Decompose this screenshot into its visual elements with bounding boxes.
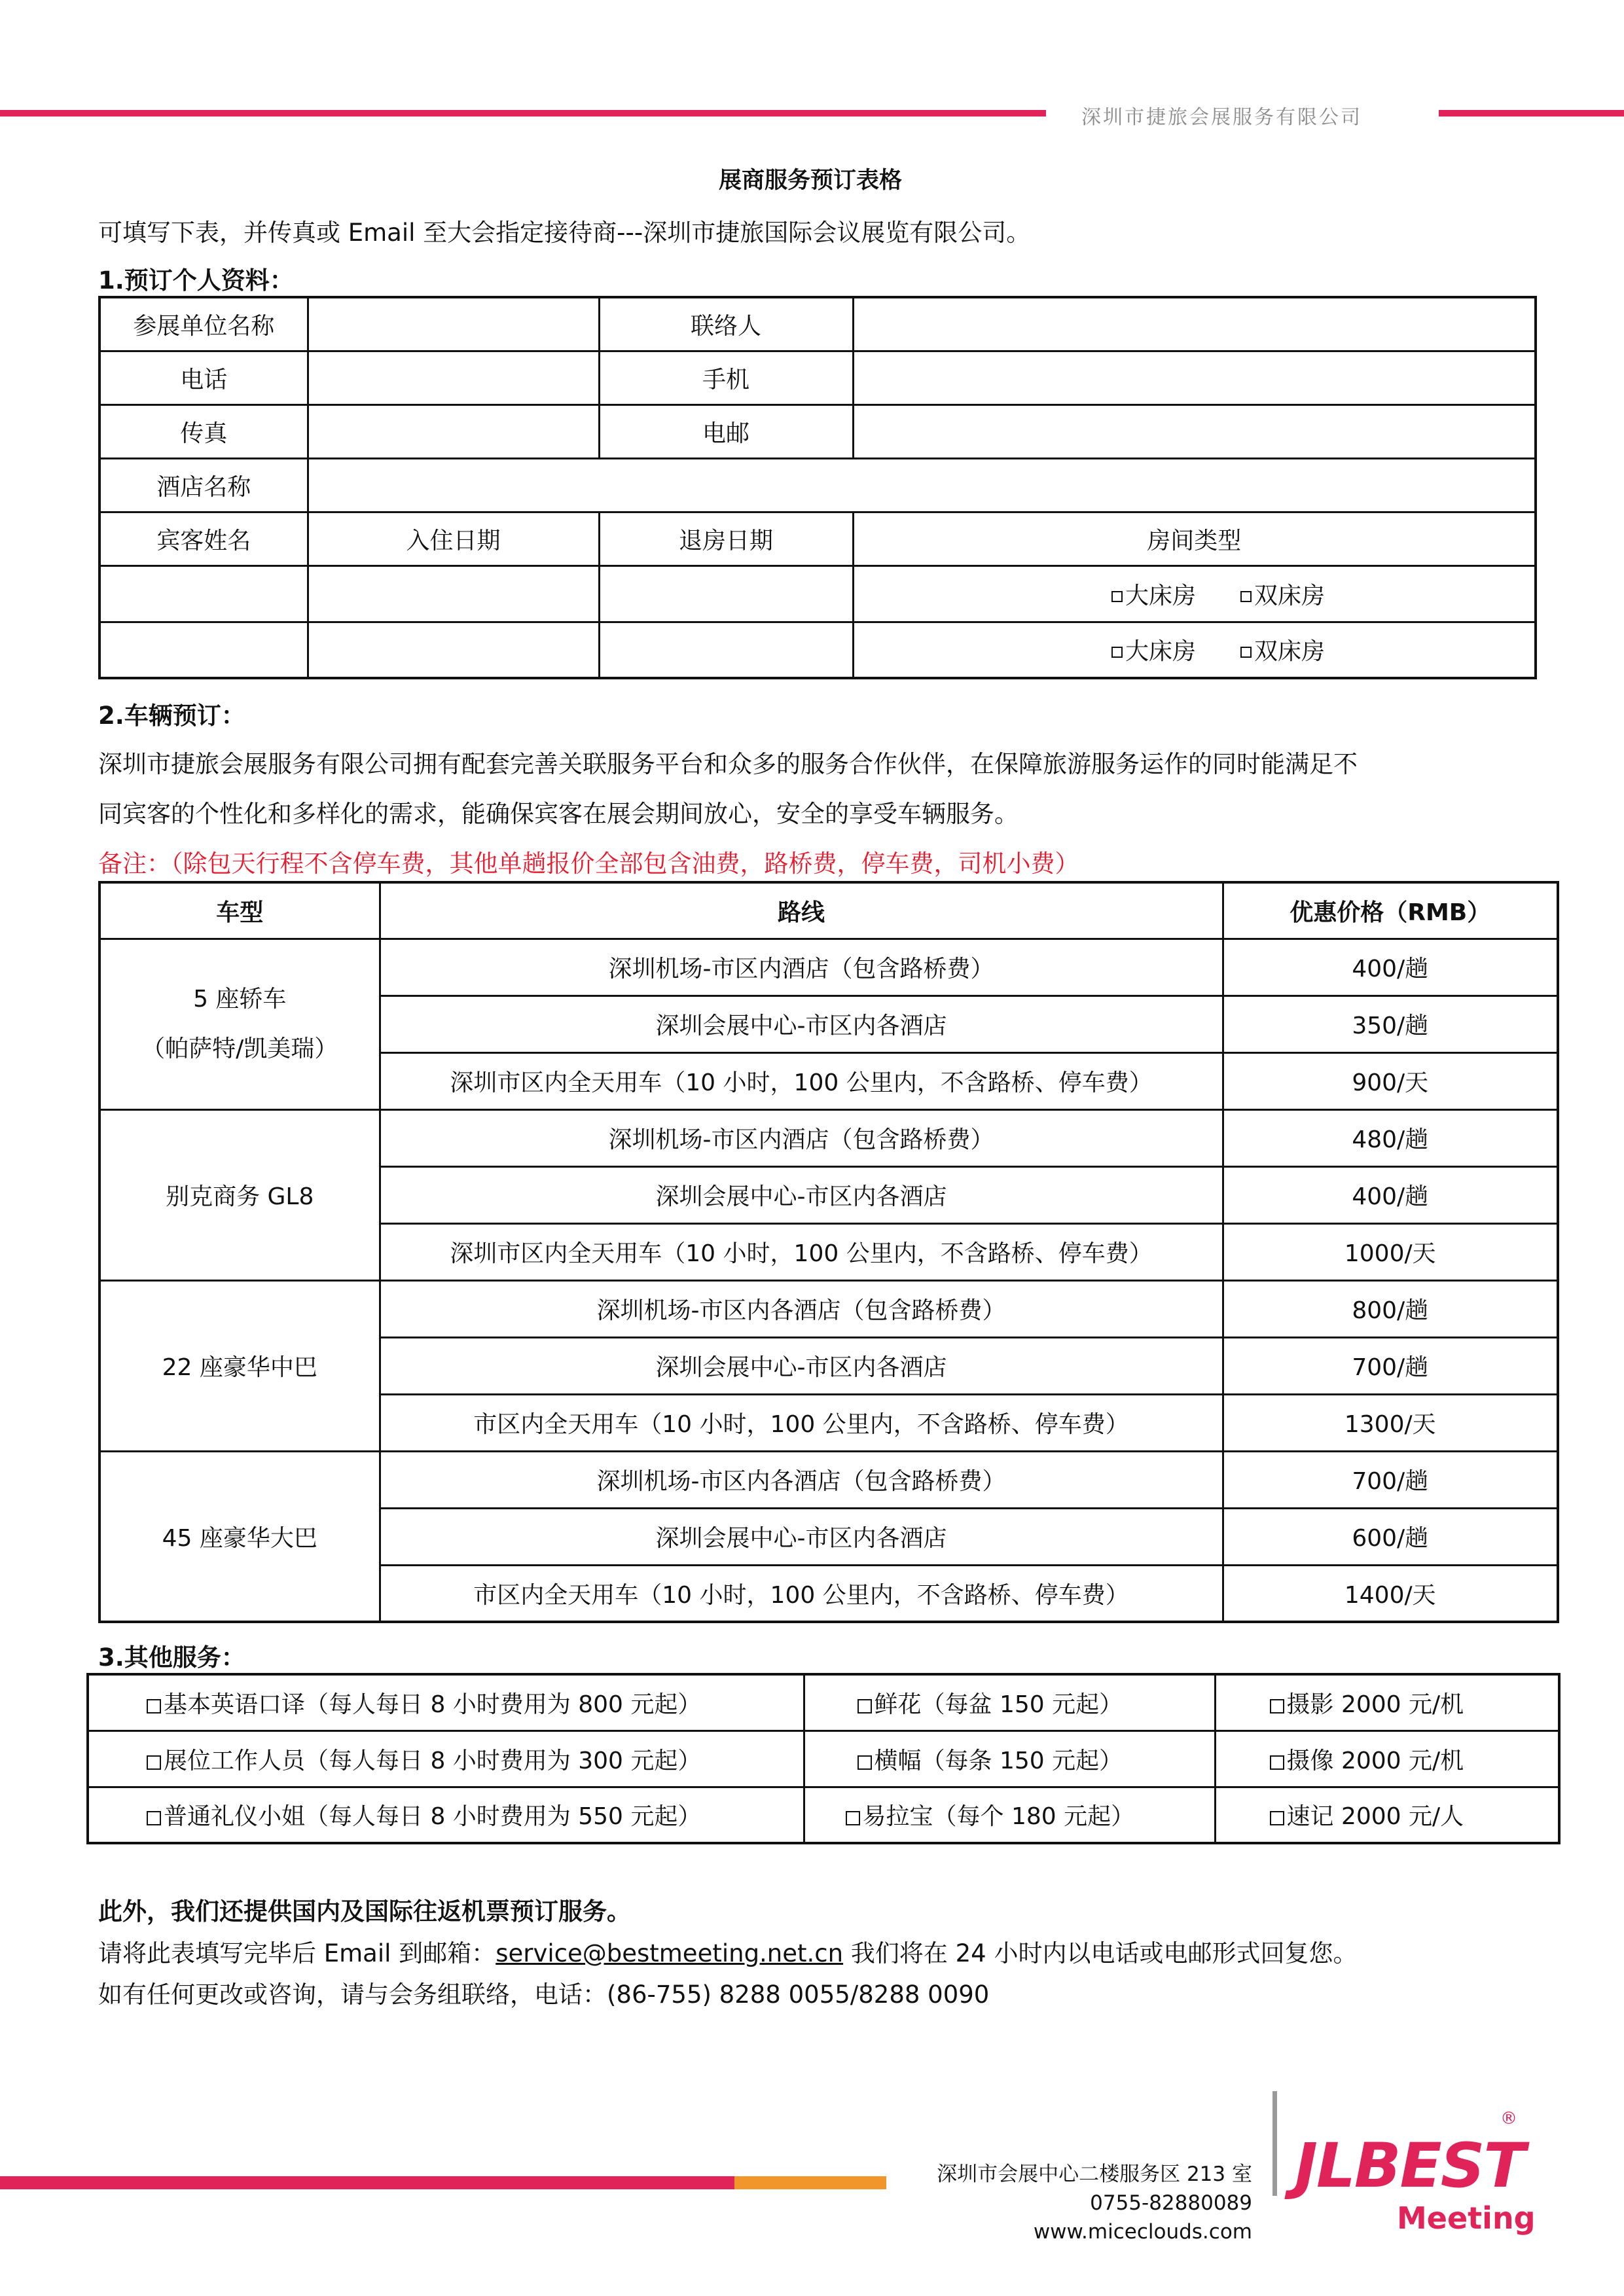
footer-line-red [0,2176,734,2189]
other-services-table [86,1673,1561,1844]
price-cell: 1400/天 [1223,1565,1558,1622]
label-checkout: 退房日期 [599,512,853,565]
price-cell: 1000/天 [1223,1223,1558,1280]
input-phone[interactable] [308,351,599,404]
route-cell: 市区内全天用车（10 小时，100 公里内，不含路桥、停车费） [380,1565,1223,1622]
route-cell: 深圳会展中心-市区内各酒店 [380,1508,1223,1565]
checkbox-icon[interactable] [147,1811,161,1825]
room-option-king-2[interactable]: 大床房 [1111,633,1196,666]
col-vehicle-type: 车型 [99,882,380,939]
price-cell: 400/趟 [1223,939,1558,996]
checkbox-icon[interactable] [1111,647,1123,658]
email-suffix: 我们将在 24 小时内以电话或电邮形式回复您。 [843,1939,1358,1967]
vehicle-type-cell [99,939,380,1109]
col-route: 路线 [380,882,1223,939]
vehicle-table [98,881,1559,1623]
checkbox-icon[interactable] [1240,591,1252,602]
service-option[interactable]: 速记 2000 元/人 [1215,1787,1559,1843]
footer-website[interactable]: www.miceclouds.com [1033,2220,1252,2244]
section1-heading: 1.预订个人资料： [98,266,294,295]
email-prefix: 请将此表填写完毕后 Email 到邮箱： [98,1939,496,1967]
service-option[interactable]: 鲜花（每盆 150 元起） [804,1674,1215,1731]
input-email[interactable] [853,404,1536,458]
input-guest-2[interactable] [99,622,308,678]
footer-contact-block [937,2160,1252,2246]
service-option[interactable]: 展位工作人员（每人每日 8 小时费用为 300 元起） [88,1731,804,1787]
price-cell: 350/趟 [1223,996,1558,1052]
service-option[interactable]: 摄像 2000 元/机 [1215,1731,1559,1787]
registered-mark: ® [1500,2109,1517,2128]
checkbox-icon[interactable] [857,1699,872,1713]
room-option-king-1[interactable]: 大床房 [1111,577,1196,611]
price-cell: 700/趟 [1223,1451,1558,1508]
label-contact: 联络人 [599,297,853,351]
route-cell: 市区内全天用车（10 小时，100 公里内，不含路桥、停车费） [380,1394,1223,1451]
email-link[interactable]: service@bestmeeting.net.cn [496,1939,844,1967]
label-fax: 传真 [99,404,308,458]
checkbox-icon[interactable] [1270,1811,1284,1825]
checkbox-icon[interactable] [1240,647,1252,658]
closing-bold-line: 此外，我们还提供国内及国际往返机票预订服务。 [98,1897,631,1926]
service-option[interactable]: 普通礼仪小姐（每人每日 8 小时费用为 550 元起） [88,1787,804,1843]
checkbox-icon[interactable] [1270,1699,1284,1713]
input-checkout-2[interactable] [599,622,853,678]
input-guest-1[interactable] [99,565,308,622]
input-fax[interactable] [308,404,599,458]
logo-main-text: JLBEST [1295,2130,1525,2202]
price-cell: 480/趟 [1223,1109,1558,1166]
logo-divider [1272,2091,1277,2196]
price-cell: 800/趟 [1223,1280,1558,1337]
checkbox-icon[interactable] [857,1755,872,1770]
input-hotel[interactable] [308,458,1536,512]
service-option[interactable]: 摄影 2000 元/机 [1215,1674,1559,1731]
price-cell: 900/天 [1223,1052,1558,1109]
header-company-name: 深圳市捷旅会展服务有限公司 [1081,106,1362,129]
footer-phone: 0755-82880089 [1090,2191,1252,2215]
personal-info-table [98,296,1537,679]
route-cell: 深圳机场-市区内各酒店（包含路桥费） [380,1280,1223,1337]
closing-email-line [98,1933,1357,1969]
route-cell: 深圳会展中心-市区内各酒店 [380,996,1223,1052]
section2-heading: 2.车辆预订： [98,702,245,730]
header-line-right [1439,110,1624,117]
label-phone: 电话 [99,351,308,404]
logo-sub-text: Meeting [1397,2200,1536,2236]
price-cell: 1300/天 [1223,1394,1558,1451]
intro-text: 可填写下表，并传真或 Email 至大会指定接待商---深圳市捷旅国际会议展览有限公司。 [98,219,1031,247]
input-org[interactable] [308,297,599,351]
section2-note: 备注：（除包天行程不含停车费，其他单趟报价全部包含油费，路桥费，停车费，司机小费） [98,850,1079,878]
vehicle-sub: （帕萨特/凯美瑞） [141,1035,338,1062]
price-cell: 400/趟 [1223,1166,1558,1223]
checkbox-icon[interactable] [147,1699,161,1713]
header-line-left [0,110,1046,117]
label-checkin: 入住日期 [308,512,599,565]
page-title: 展商服务预订表格 [719,168,903,194]
closing-contact-line: 如有任何更改或咨询，请与会务组联络，电话：(86-755) 8288 0055/8288 0090 [98,1981,990,2009]
price-cell: 700/趟 [1223,1337,1558,1394]
input-checkin-1[interactable] [308,565,599,622]
vehicle-name: 5 座轿车 [193,985,287,1013]
room-options-1 [853,565,1536,622]
section3-heading: 3.其他服务： [98,1643,245,1672]
route-cell: 深圳机场-市区内酒店（包含路桥费） [380,939,1223,996]
service-option[interactable]: 易拉宝（每个 180 元起） [804,1787,1215,1843]
route-cell: 深圳会展中心-市区内各酒店 [380,1166,1223,1223]
vehicle-type-cell: 45 座豪华大巴 [99,1451,380,1622]
checkbox-icon[interactable] [1270,1755,1284,1770]
room-option-twin-1[interactable]: 双床房 [1240,577,1325,611]
footer-line-orange [734,2176,886,2189]
room-options-2 [853,622,1536,678]
section2-desc-2: 同宾客的个性化和多样化的需求，能确保宾客在展会期间放心，安全的享受车辆服务。 [98,800,1019,828]
label-mobile: 手机 [599,351,853,404]
price-cell: 600/趟 [1223,1508,1558,1565]
input-checkout-1[interactable] [599,565,853,622]
checkbox-icon[interactable] [846,1811,860,1825]
input-contact[interactable] [853,297,1536,351]
label-guest: 宾客姓名 [99,512,308,565]
service-option[interactable]: 基本英语口译（每人每日 8 小时费用为 800 元起） [88,1674,804,1731]
vehicle-type-cell: 22 座豪华中巴 [99,1280,380,1451]
label-hotel: 酒店名称 [99,458,308,512]
route-cell: 深圳会展中心-市区内各酒店 [380,1337,1223,1394]
route-cell: 深圳市区内全天用车（10 小时，100 公里内，不含路桥、停车费） [380,1223,1223,1280]
label-email: 电邮 [599,404,853,458]
route-cell: 深圳市区内全天用车（10 小时，100 公里内，不含路桥、停车费） [380,1052,1223,1109]
route-cell: 深圳机场-市区内各酒店（包含路桥费） [380,1451,1223,1508]
vehicle-type-cell: 别克商务 GL8 [99,1109,380,1280]
route-cell: 深圳机场-市区内酒店（包含路桥费） [380,1109,1223,1166]
label-org: 参展单位名称 [99,297,308,351]
footer-address: 深圳市会展中心二楼服务区 213 室 [937,2162,1252,2186]
input-checkin-2[interactable] [308,622,599,678]
checkbox-icon[interactable] [147,1755,161,1770]
section2-desc-1: 深圳市捷旅会展服务有限公司拥有配套完善关联服务平台和众多的服务合作伙伴，在保障旅游服务运作的同时能满足不 [98,750,1358,778]
input-mobile[interactable] [853,351,1536,404]
col-price: 优惠价格（RMB） [1223,882,1558,939]
label-room-type: 房间类型 [853,512,1536,565]
room-option-twin-2[interactable]: 双床房 [1240,633,1325,666]
checkbox-icon[interactable] [1111,591,1123,602]
service-option[interactable]: 横幅（每条 150 元起） [804,1731,1215,1787]
